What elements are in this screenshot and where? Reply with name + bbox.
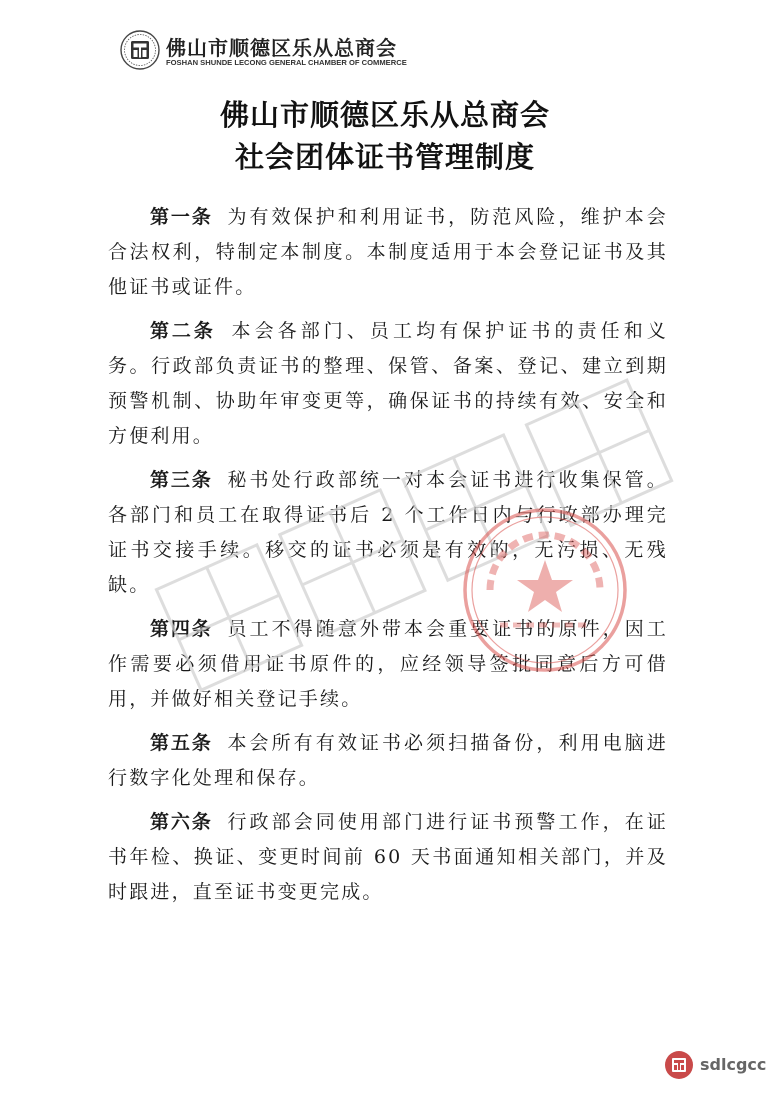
article-3 [108,463,668,603]
article-1 [108,200,668,305]
document-title-line1: 佛山市顺德区乐从总商会 [219,98,550,132]
article-text: 为有效保护和利用证书，防范风险，维护本会合法权利，特制定本制度。本制度适用于本会登记证书及其他证书或证件。 [108,206,668,298]
chamber-seal-icon [120,30,160,70]
header-logo [120,30,407,72]
article-text: 员工不得随意外带本会重要证书的原件，因工作需要必须借用证书原件的，应经领导签批同意后方可借用，并做好相关登记手续。 [108,618,668,710]
article-number: 第四条 [150,618,213,640]
chamber-seal-icon [664,1050,694,1080]
article-number: 第五条 [150,732,213,754]
article-2 [108,314,668,454]
article-4 [108,612,668,717]
article-number: 第三条 [150,469,213,491]
article-text: 本会各部门、员工均有保护证书的责任和义务。行政部负责证书的整理、保管、备案、登记、建立到期预警机制、协助年审变更等，确保证书的持续有效、安全和方便利用。 [108,320,668,447]
article-number: 第六条 [150,811,213,833]
article-text: 秘书处行政部统一对本会证书进行收集保管。各部门和员工在取得证书后 2 个工作日内与行政部办理完证书交接手续。移交的证书必须是有效的，无污损、无残缺。 [108,469,668,596]
footer-brand [664,1048,767,1084]
article-number: 第一条 [150,206,213,228]
org-name-en: FOSHAN SHUNDE LECONG GENERAL CHAMBER OF COMMERCE [166,58,407,67]
org-name-cn: 佛山市顺德区乐从总商会 [166,36,397,60]
document-title-line2: 社会团体证书管理制度 [234,140,535,174]
article-number: 第二条 [150,320,216,342]
article-text: 行政部会同使用部门进行证书预警工作，在证书年检、换证、变更时间前 60 天书面通知相关部门，并及时跟进，直至证书变更完成。 [108,811,668,903]
article-6 [108,805,668,910]
article-body [108,200,668,919]
article-5 [108,726,668,796]
footer-handle: sdlcgcc [700,1055,767,1074]
article-text: 本会所有有效证书必须扫描备份，利用电脑进行数字化处理和保存。 [108,732,668,789]
